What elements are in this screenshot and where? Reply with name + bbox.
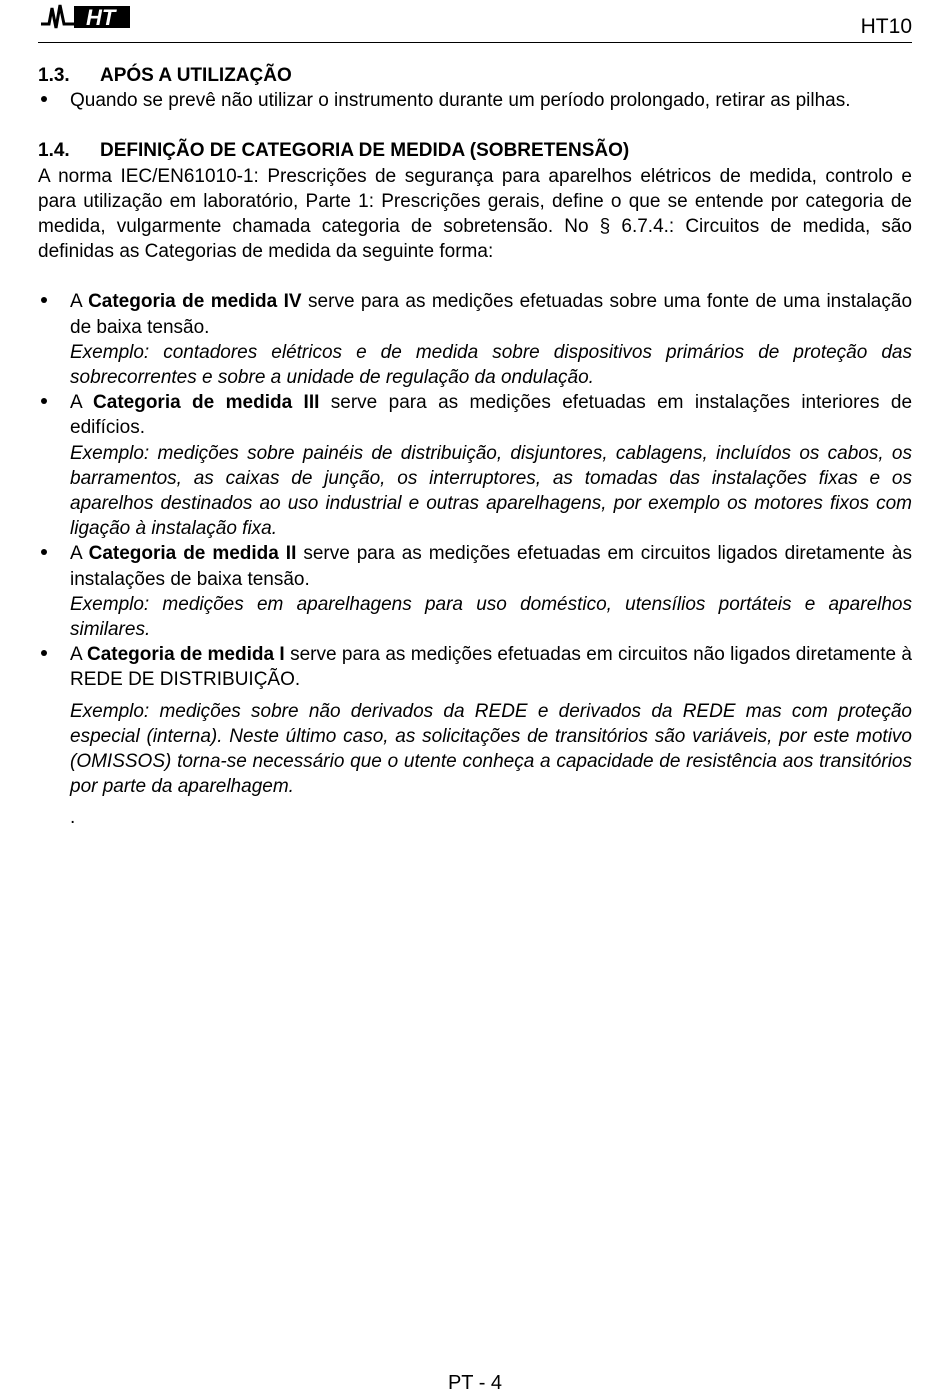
ht-logo	[40, 2, 132, 30]
example-text: Exemplo: medições sobre painéis de distribuição, disjuntores, cablagens, incluídos os cabos, os barramentos, as caixas de junção, os interruptores, as tomadas das instalações fixas e os aparelhos destinados ao uso industrial e outras aparelhagens, por exemplo os motores fixos com ligação à instalação fixa.	[70, 442, 912, 540]
list-item: Quando se prevê não utilizar o instrumento durante um período prolongado, retirar as pilhas.	[38, 88, 912, 113]
list-item-category-i: A Categoria de medida I serve para as medições efetuadas em circuitos não ligados diretamente à REDE DE DISTRIBUIÇÃO. Exemplo: medições sobre não derivados da REDE e derivados da REDE mas com proteção especial (interna). Neste último caso, as solicitações de transitórios são variáveis, por este motivo (OMISSOS) torna-se necessário que o utente conheça a capacidade de resistência aos transitórios por parte da aparelhagem. .	[38, 642, 912, 830]
page-content	[38, 63, 912, 831]
bullet-icon	[38, 541, 70, 642]
section-heading-1-4: 1.4. DEFINIÇÃO DE CATEGORIA DE MEDIDA (SOBRETENSÃO)	[38, 140, 630, 162]
trailing-dot: .	[70, 807, 76, 829]
list-item-category-ii: A Categoria de medida II serve para as medições efetuadas em circuitos ligados diretamente às instalações de baixa tensão. Exemplo: medições em aparelhagens para uso doméstico, utensílios portáteis e aparelhos similares.	[38, 541, 912, 642]
bullet-icon	[38, 642, 70, 830]
example-text: Exemplo: medições sobre não derivados da REDE e derivados da REDE mas com proteção especial (interna). Neste último caso, as solicitações de transitórios são variáveis, por este motivo (OMISSOS) torna-se necessário que o utente conheça a capacidade de resistência aos transitórios por parte da aparelhagem.	[70, 700, 912, 798]
example-text: Exemplo: contadores elétricos e de medida sobre dispositivos primários de proteção das sobrecorrentes e sobre a unidade de regulação da ondulação.	[70, 341, 912, 389]
section-intro: A norma IEC/EN61010-1: Prescrições de segurança para aparelhos elétricos de medida, controlo e para utilização em laboratório, Parte 1: Prescrições gerais, define o que se entende por categoria de medida, vulgarmente chamada categoria de sobretensão. No § 6.7.4.: Circuitos de medida, são definidas as Categorias de medida da seguinte forma:	[38, 165, 912, 263]
document-id: HT10	[860, 15, 912, 38]
section-heading-1-3: 1.3. APÓS A UTILIZAÇÃO	[38, 65, 292, 86]
bullet-icon	[38, 88, 70, 113]
example-text: Exemplo: medições em aparelhagens para uso doméstico, utensílios portáteis e aparelhos similares.	[70, 593, 912, 641]
logo-text: HT	[86, 5, 116, 30]
page-number: PT - 4	[447, 1372, 503, 1394]
bullet-icon	[38, 390, 70, 541]
bullet-icon	[38, 289, 70, 390]
page-header	[38, 0, 912, 43]
list-item-category-iv: A Categoria de medida IV serve para as medições efetuadas sobre uma fonte de uma instalação de baixa tensão. Exemplo: contadores elétricos e de medida sobre dispositivos primários de proteção das sobrecorrentes e sobre a unidade de regulação da ondulação.	[38, 289, 912, 390]
list-item-category-iii: A Categoria de medida III serve para as medições efetuadas em instalações interiores de edifícios. Exemplo: medições sobre painéis de distribuição, disjuntores, cablagens, incluídos os cabos, os barramentos, as caixas de junção, os interruptores, as tomadas das instalações fixas e os aparelhos destinados ao uso industrial e outras aparelhagens, por exemplo os motores fixos com ligação à instalação fixa.	[38, 390, 912, 541]
